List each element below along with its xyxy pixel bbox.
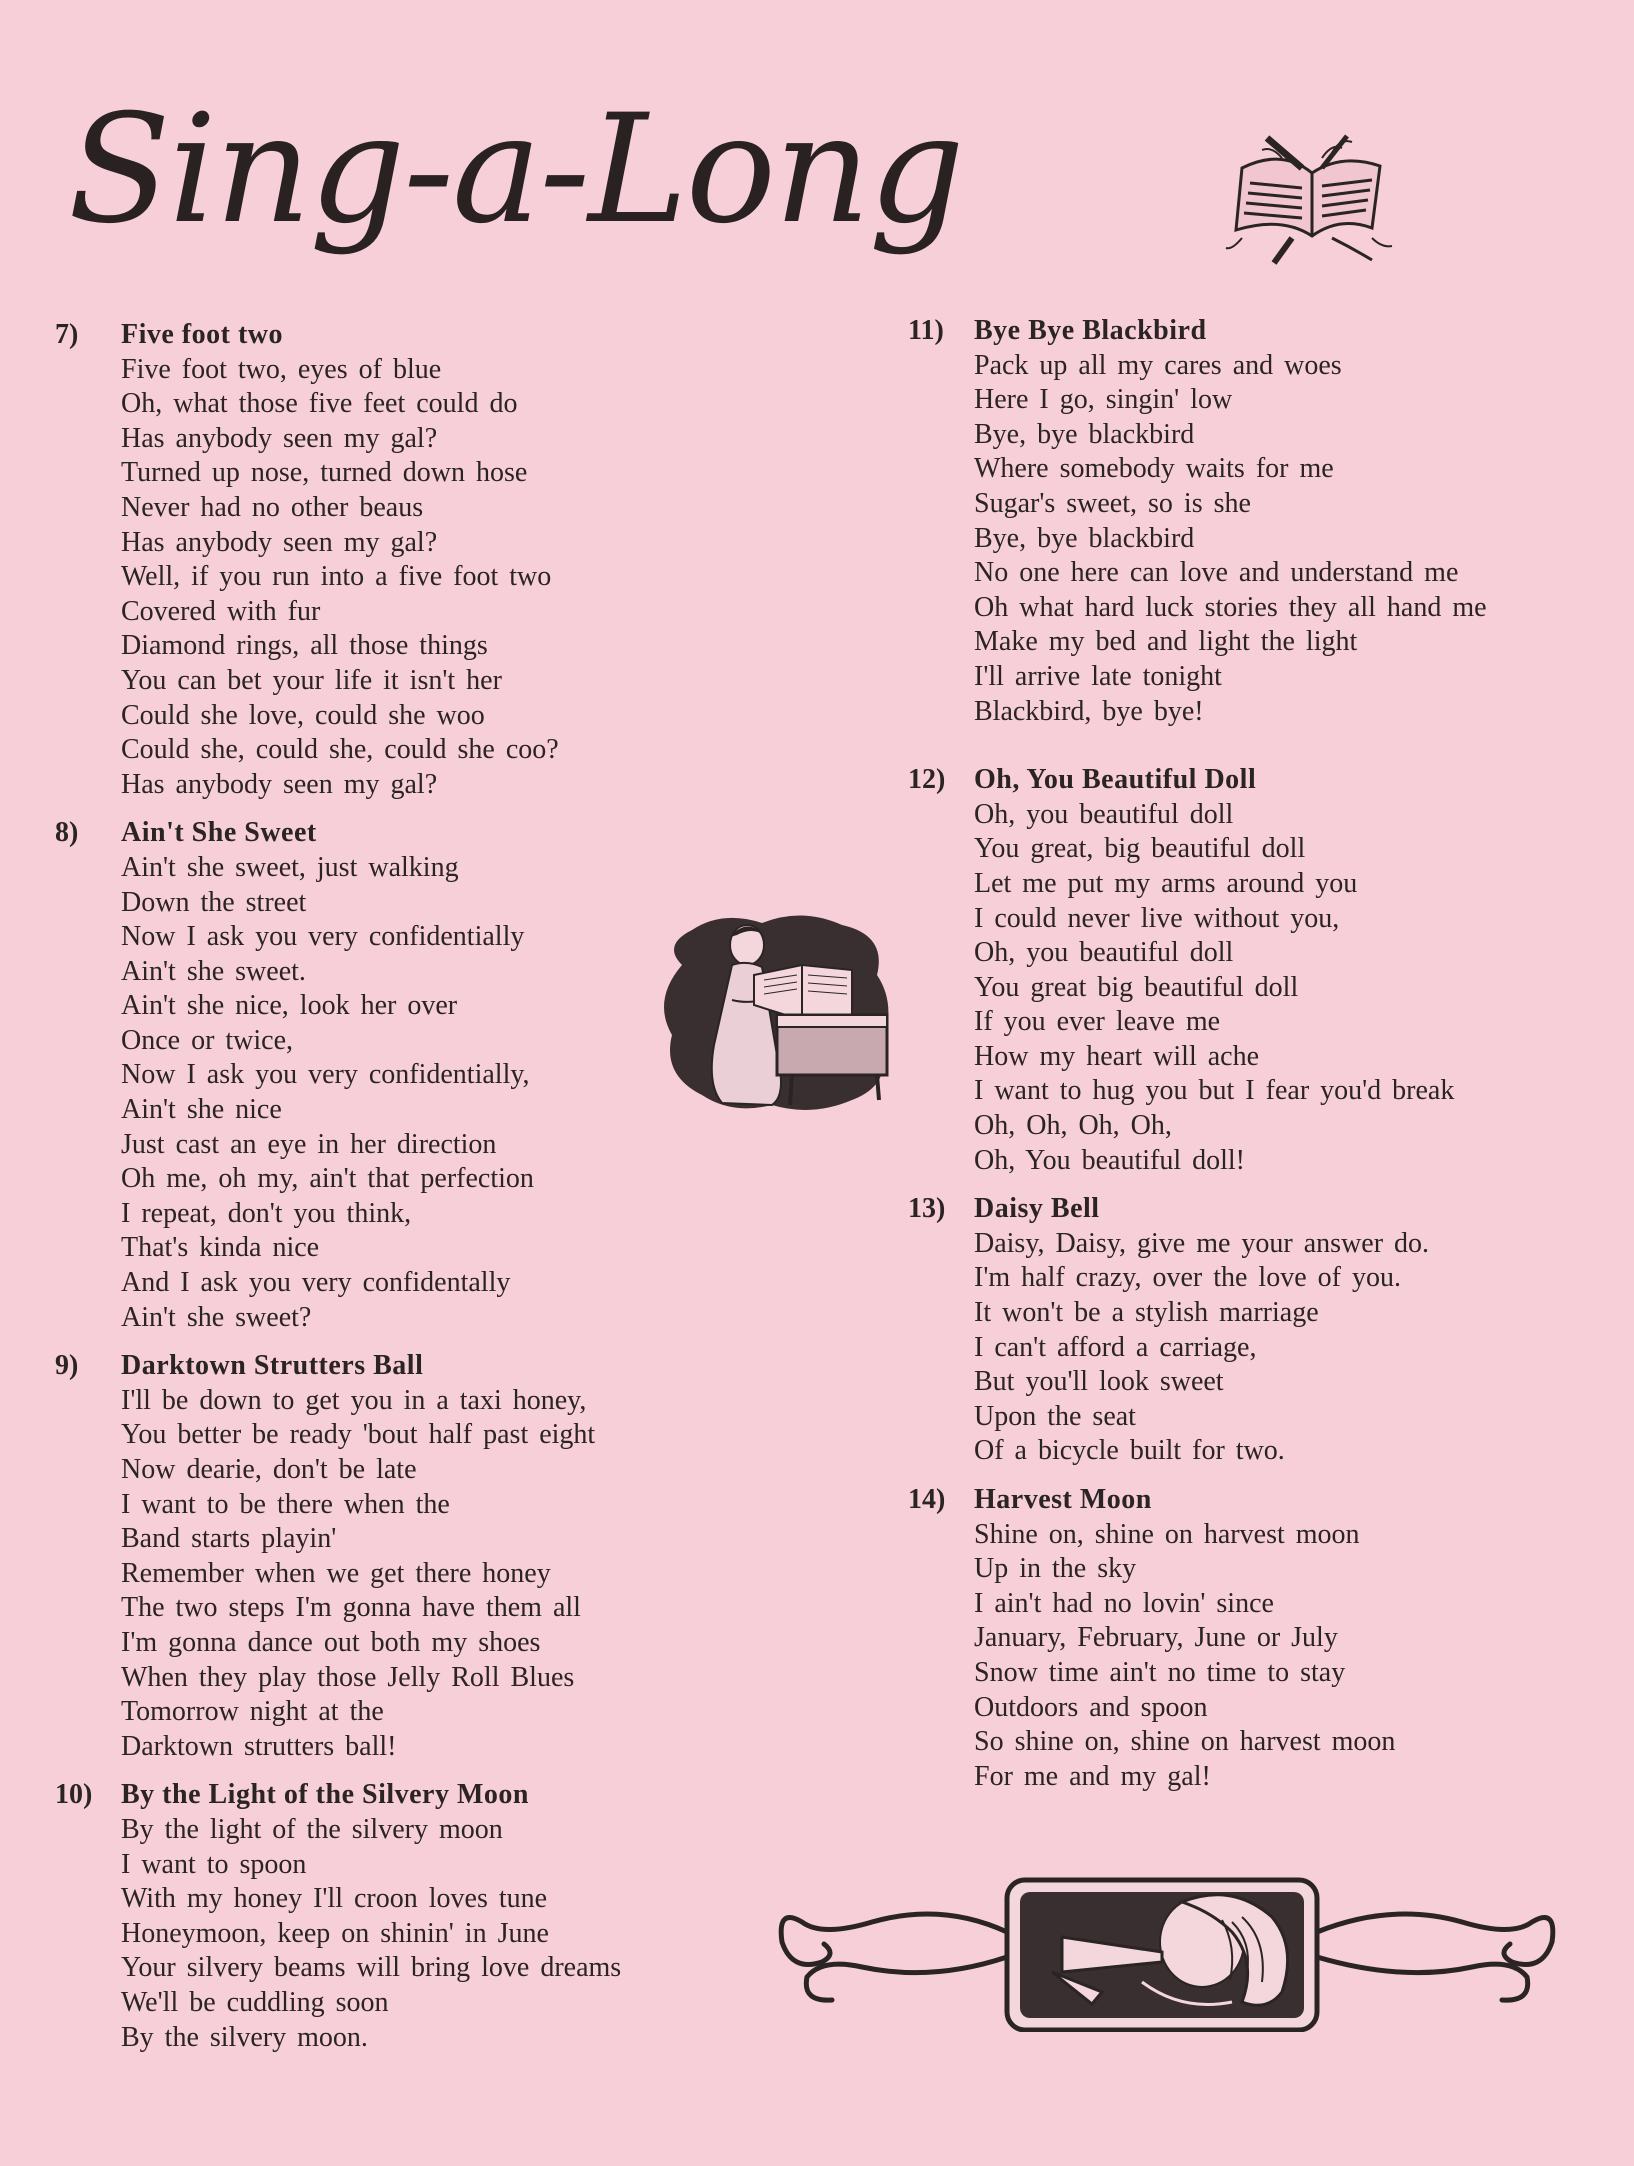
song-lyrics bbox=[121, 1384, 755, 1765]
lyric-line: But you'll look sweet bbox=[974, 1366, 1224, 1398]
lyric-line: Oh, you beautiful doll bbox=[974, 937, 1234, 969]
song-8 bbox=[55, 816, 755, 1335]
lyric-line: Band starts playin' bbox=[121, 1523, 337, 1555]
lyric-line: Sugar's sweet, so is she bbox=[974, 487, 1251, 519]
lyric-line: So shine on, shine on harvest moon bbox=[974, 1726, 1396, 1758]
lyric-line: Make my bed and light the light bbox=[974, 626, 1358, 658]
lyric-line: It won't be a stylish marriage bbox=[974, 1297, 1319, 1329]
lyric-line: Let me put my arms around you bbox=[974, 867, 1358, 899]
song-lyrics bbox=[974, 1227, 1608, 1469]
song-lyrics bbox=[974, 1518, 1608, 1795]
lyric-line: No one here can love and understand me bbox=[974, 557, 1459, 589]
song-14 bbox=[908, 1483, 1608, 1794]
lyric-line: By the silvery moon. bbox=[121, 2021, 368, 2053]
lyric-line: January, February, June or July bbox=[974, 1622, 1338, 1654]
lyric-line: I want to hug you but I fear you'd break bbox=[974, 1075, 1455, 1107]
lyric-line: For me and my gal! bbox=[974, 1760, 1211, 1792]
lyric-line: Has anybody seen my gal? bbox=[121, 768, 438, 800]
lyric-line: I'm half crazy, over the love of you. bbox=[974, 1262, 1401, 1294]
lyric-line: You great, big beautiful doll bbox=[974, 833, 1306, 865]
lyric-line: Oh me, oh my, ain't that perfection bbox=[121, 1163, 534, 1195]
lyric-line: Ain't she sweet, just walking bbox=[121, 851, 459, 883]
lyric-line: Upon the seat bbox=[974, 1400, 1136, 1432]
song-number: 13) bbox=[908, 1193, 946, 1225]
lyric-line: The two steps I'm gonna have them all bbox=[121, 1592, 581, 1624]
lyric-line: I'll arrive late tonight bbox=[974, 660, 1222, 692]
lyric-line: You better be ready 'bout half past eight bbox=[121, 1419, 596, 1451]
right-column bbox=[908, 314, 1608, 1808]
trumpeter-banner bbox=[762, 1862, 1572, 2032]
lyric-line: Oh, you beautiful doll bbox=[974, 798, 1234, 830]
lyric-line: Outdoors and spoon bbox=[974, 1691, 1208, 1723]
lyric-line: Up in the sky bbox=[974, 1553, 1137, 1585]
lyric-line: I can't afford a carriage, bbox=[974, 1331, 1257, 1363]
lyric-line: Where somebody waits for me bbox=[974, 453, 1334, 485]
pianist-illustration bbox=[652, 905, 902, 1120]
lyric-line: Ain't she sweet? bbox=[121, 1301, 312, 1333]
lyric-line: Covered with fur bbox=[121, 595, 321, 627]
lyric-line: Could she love, could she woo bbox=[121, 699, 485, 731]
lyric-line: Bye, bye blackbird bbox=[974, 418, 1195, 450]
lyric-line: Now dearie, don't be late bbox=[121, 1454, 417, 1485]
song-lyrics bbox=[121, 1813, 755, 2055]
lyric-line: I'm gonna dance out both my shoes bbox=[121, 1626, 541, 1658]
lyric-line: Remember when we get there honey bbox=[121, 1557, 551, 1589]
lyric-line: Daisy, Daisy, give me your answer do. bbox=[974, 1227, 1430, 1259]
lyric-line: Once or twice, bbox=[121, 1024, 294, 1056]
lyric-line: You great big beautiful doll bbox=[974, 971, 1299, 1003]
music-ornament-icon bbox=[1222, 128, 1397, 268]
lyric-line: Turned up nose, turned down hose bbox=[121, 457, 528, 489]
song-number: 9) bbox=[55, 1350, 79, 1382]
song-title: Ain't She Sweet bbox=[121, 817, 317, 849]
lyric-line: Pack up all my cares and woes bbox=[974, 349, 1342, 381]
song-title: Five foot two bbox=[121, 319, 284, 350]
lyric-line: And I ask you very confidentally bbox=[121, 1267, 511, 1299]
lyric-line: I want to spoon bbox=[121, 1848, 307, 1880]
song-title: Daisy Bell bbox=[974, 1193, 1100, 1225]
lyric-line: I want to be there when the bbox=[121, 1488, 450, 1520]
lyric-line: When they play those Jelly Roll Blues bbox=[121, 1661, 575, 1693]
song-12 bbox=[908, 763, 1608, 1178]
lyric-line: Ain't she nice bbox=[121, 1094, 282, 1126]
lyric-line: Tomorrow night at the bbox=[121, 1696, 384, 1728]
song-11 bbox=[908, 314, 1608, 729]
lyric-line: I'll be down to get you in a taxi honey, bbox=[121, 1384, 587, 1416]
lyric-line: Now I ask you very confidentially, bbox=[121, 1059, 530, 1091]
song-number: 14) bbox=[908, 1484, 946, 1515]
lyric-line: Snow time ain't no time to stay bbox=[974, 1656, 1346, 1688]
lyric-line: We'll be cuddling soon bbox=[121, 1986, 389, 2018]
song-title: By the Light of the Silvery Moon bbox=[121, 1779, 529, 1811]
song-7 bbox=[55, 318, 755, 802]
lyric-line: Darktown strutters ball! bbox=[121, 1730, 397, 1762]
lyric-line: Bye, bye blackbird bbox=[974, 522, 1195, 554]
lyric-line: Has anybody seen my gal? bbox=[121, 526, 438, 558]
song-title: Harvest Moon bbox=[974, 1484, 1152, 1515]
lyric-line: Oh, You beautiful doll! bbox=[974, 1144, 1245, 1176]
lyric-line: Blackbird, bye bye! bbox=[974, 695, 1204, 727]
song-number: 12) bbox=[908, 764, 946, 796]
lyric-line: That's kinda nice bbox=[121, 1232, 320, 1264]
lyric-line: Diamond rings, all those things bbox=[121, 630, 488, 662]
lyric-line: By the light of the silvery moon bbox=[121, 1813, 503, 1845]
lyric-line: Here I go, singin' low bbox=[974, 384, 1233, 416]
song-number: 10) bbox=[55, 1779, 93, 1811]
lyric-line: Ain't she nice, look her over bbox=[121, 990, 458, 1022]
song-lyrics bbox=[974, 798, 1608, 1179]
lyric-line: Just cast an eye in her direction bbox=[121, 1128, 497, 1160]
lyric-line: Of a bicycle built for two. bbox=[974, 1435, 1285, 1467]
song-title: Bye Bye Blackbird bbox=[974, 315, 1207, 346]
lyric-line: Honeymoon, keep on shinin' in June bbox=[121, 1917, 549, 1949]
song-9 bbox=[55, 1349, 755, 1764]
lyric-line: Ain't she sweet. bbox=[121, 955, 306, 987]
lyric-line: If you ever leave me bbox=[974, 1006, 1221, 1038]
song-number: 7) bbox=[55, 319, 79, 350]
left-column bbox=[55, 318, 755, 2069]
song-10 bbox=[55, 1778, 755, 2055]
lyric-line: Now I ask you very confidentially bbox=[121, 921, 525, 953]
lyric-line: Oh, Oh, Oh, Oh, bbox=[974, 1110, 1172, 1142]
song-title: Darktown Strutters Ball bbox=[121, 1350, 424, 1382]
lyric-line: I ain't had no lovin' since bbox=[974, 1587, 1274, 1619]
lyric-line: I could never live without you, bbox=[974, 902, 1340, 934]
lyric-line: Oh what hard luck stories they all hand me bbox=[974, 591, 1487, 623]
lyric-line: Oh, what those five feet could do bbox=[121, 388, 518, 420]
song-number: 11) bbox=[908, 315, 944, 346]
lyric-line: Has anybody seen my gal? bbox=[121, 422, 438, 454]
song-number: 8) bbox=[55, 817, 79, 849]
lyric-line: You can bet your life it isn't her bbox=[121, 664, 502, 696]
lyric-line: Shine on, shine on harvest moon bbox=[974, 1518, 1360, 1550]
song-lyrics bbox=[974, 349, 1608, 730]
song-lyrics bbox=[121, 353, 755, 803]
lyric-line: How my heart will ache bbox=[974, 1040, 1260, 1072]
page-title: Sing-a-Long bbox=[68, 83, 963, 257]
song-title: Oh, You Beautiful Doll bbox=[974, 764, 1257, 796]
lyric-line: Could she, could she, could she coo? bbox=[121, 734, 559, 766]
lyric-line: With my honey I'll croon loves tune bbox=[121, 1883, 548, 1915]
lyric-line: Well, if you run into a five foot two bbox=[121, 561, 552, 593]
lyric-line: Your silvery beams will bring love dreams bbox=[121, 1952, 622, 1984]
lyric-line: I repeat, don't you think, bbox=[121, 1197, 412, 1229]
lyric-line: Five foot two, eyes of blue bbox=[121, 353, 442, 385]
lyric-line: Down the street bbox=[121, 886, 307, 918]
song-13 bbox=[908, 1192, 1608, 1469]
lyric-line: Never had no other beaus bbox=[121, 491, 424, 523]
